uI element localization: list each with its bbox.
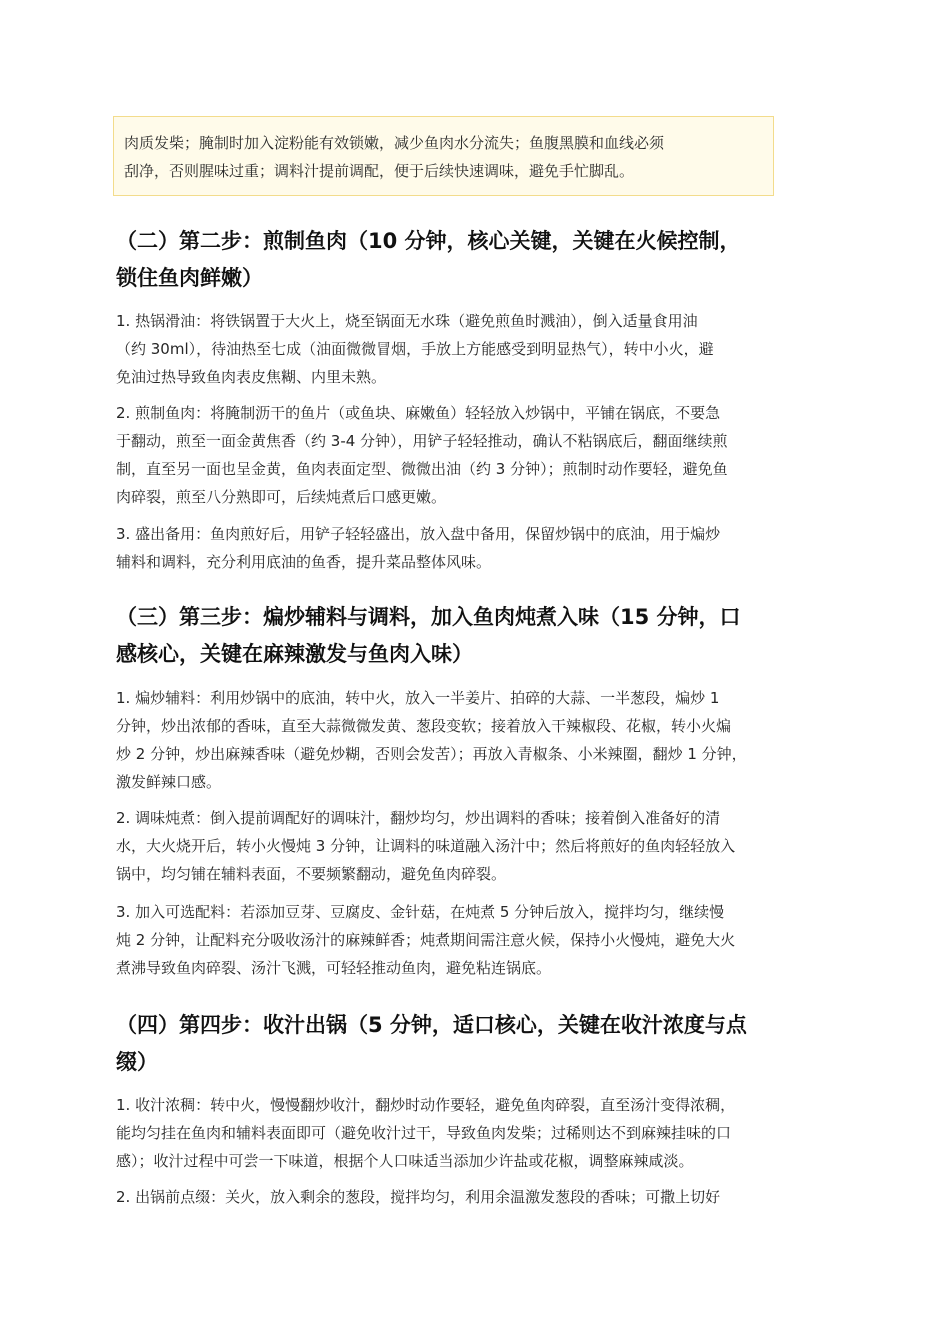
section-title-step-2: （二）第二步：煎制鱼肉（10 分钟，核心关键，关键在火候控制， 锁住鱼肉鲜嫩）	[116, 229, 741, 290]
step-2-item-2: 2. 煎制鱼肉：将腌制沥干的鱼片（或鱼块、麻嫩鱼）轻轻放入炒锅中，平铺在锅底，不要急 于翻动，煎至一面金黄焦香（约 3-4 分钟），用铲子轻轻推动，确认不粘锅底后，翻面继续煎 制，直至另一面也呈金黄，鱼肉表面定型、微微出油（约 3 分钟）；煎制时动作要轻，避免鱼 肉碎裂，煎至八分熟即可，后续炖煮后口感更嫩。	[116, 404, 728, 506]
step-2-item-3: 3. 盛出备用：鱼肉煎好后，用铲子轻轻盛出，放入盘中备用，保留炒锅中的底油，用于煸炒 辅料和调料，充分利用底油的鱼香，提升菜品整体风味。	[116, 525, 721, 571]
step-4-item-2: 2. 出锅前点缀：关火，放入剩余的葱段，搅拌均匀，利用余温激发葱段的香味；可撒上切好	[116, 1188, 721, 1206]
step-3-item-2: 2. 调味炖煮：倒入提前调配好的调味汁，翻炒均匀，炒出调料的香味；接着倒入准备好的清 水，大火烧开后，转小火慢炖 3 分钟，让调料的味道融入汤汁中；然后将煎好的鱼肉轻轻放入 锅中，均匀铺在辅料表面，不要频繁翻动，避免鱼肉碎裂。	[116, 809, 736, 883]
step-2-item-1: 1. 热锅滑油：将铁锅置于大火上，烧至锅面无水珠（避免煎鱼时溅油），倒入适量食用油 （约 30ml），待油热至七成（油面微微冒烟，手放上方能感受到明显热气），转中小火，避 免油过热导致鱼肉表皮焦糊、内里未熟。	[116, 312, 714, 386]
step-4-item-1: 1. 收汁浓稠：转中火，慢慢翻炒收汁，翻炒时动作要轻，避免鱼肉碎裂，直至汤汁变得浓稠， 能均匀挂在鱼肉和辅料表面即可（避免收汁过干，导致鱼肉发柴；过稀则达不到麻辣挂味的口 感）；收汁过程中可尝一下味道，根据个人口味适当添加少许盐或花椒，调整麻辣咸淡。	[116, 1096, 736, 1170]
step-3-item-3: 3. 加入可选配料：若添加豆芽、豆腐皮、金针菇，在炖煮 5 分钟后放入，搅拌均匀，继续慢 炖 2 分钟，让配料充分吸收汤汁的麻辣鲜香；炖煮期间需注意火候，保持小火慢炖，避免大火 煮沸导致鱼肉碎裂、汤汁飞溅，可轻轻推动鱼肉，避免粘连锅底。	[116, 903, 736, 977]
tip-line: 肉质发柴；腌制时加入淀粉能有效锁嫩，减少鱼肉水分流失；鱼腹黑膜和血线必须	[124, 134, 665, 152]
section-title-step-4: （四）第四步：收汁出锅（5 分钟，适口核心，关键在收汁浓度与点 缀）	[116, 1013, 747, 1074]
tip-box	[113, 116, 774, 196]
section-title-step-3: （三）第三步：煸炒辅料与调料，加入鱼肉炖煮入味（15 分钟，口 感核心，关键在麻辣激发与鱼肉入味）	[116, 605, 741, 666]
step-3-item-1: 1. 煸炒辅料：利用炒锅中的底油，转中火，放入一半姜片、拍碎的大蒜、一半葱段，煸炒 1 分钟，炒出浓郁的香味，直至大蒜微微发黄、葱段变软；接着放入干辣椒段、花椒，转小火煸 炒 2 分钟，炒出麻辣香味（避免炒糊，否则会发苦）；再放入青椒条、小米辣圈，翻炒 1 分钟， 激发鲜辣口感。	[116, 689, 747, 791]
tip-line: 刮净，否则腥味过重；调料汁提前调配，便于后续快速调味，避免手忙脚乱。	[124, 162, 635, 180]
